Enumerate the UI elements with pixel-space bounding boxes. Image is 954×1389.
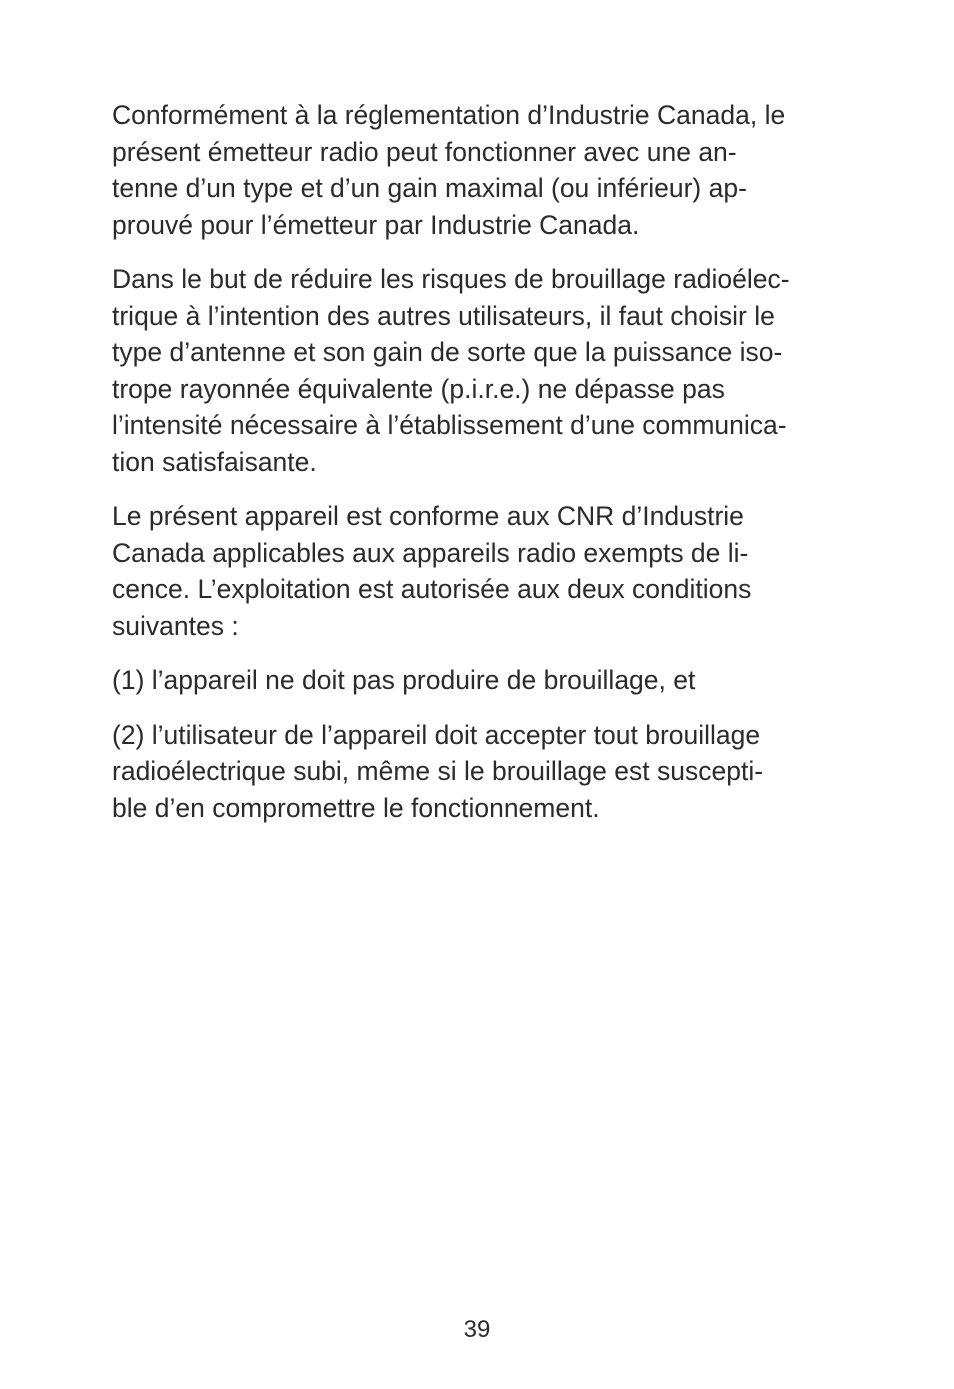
text-line: trique à l’intention des autres utilisateurs, il faut choisir le [112, 300, 775, 331]
text-line: suivantes : [112, 610, 239, 641]
text-line: Le présent appareil est conforme aux CNR d’Industrie [112, 501, 744, 531]
text-line: (2) l’utilisateur de l’appareil doit accepter tout brouillage [112, 719, 761, 750]
text-line: tion satisfaisante. [112, 446, 317, 477]
page-number: 39 [463, 1316, 491, 1343]
text-line: Dans le but de réduire les risques de brouillage radioélec- [112, 264, 790, 294]
text-line: trope rayonnée équivalente (p.i.r.e.) ne dépasse pas [112, 373, 725, 404]
text-line: prouvé pour l’émetteur par Industrie Canada. [112, 209, 640, 240]
text-line: (1) l’appareil ne doit pas produire de brouillage, et [112, 665, 696, 695]
text-line: tenne d’un type et d’un gain maximal (ou inférieur) ap- [112, 173, 747, 203]
paragraph-interference-reduction [112, 261, 862, 480]
text-line: Conformément à la réglementation d’Industrie Canada, le [112, 100, 786, 130]
text-line: présent émetteur radio peut fonctionner avec une an- [112, 136, 737, 167]
paragraph-cnr-compliance [112, 498, 862, 644]
text-line: ble d’en compromettre le fonctionnement. [112, 792, 600, 823]
paragraph-condition-1 [112, 662, 862, 699]
text-line: type d’antenne et son gain de sorte que la puissance iso- [112, 337, 783, 367]
text-line: cence. L’exploitation est autorisée aux deux conditions [112, 574, 752, 604]
text-line: Canada applicables aux appareils radio exempts de li- [112, 537, 749, 568]
paragraph-condition-2 [112, 717, 862, 827]
document-body [112, 97, 862, 844]
text-line: radioélectrique subi, même si le brouillage est suscepti- [112, 756, 764, 786]
text-line: l’intensité nécessaire à l’établissement d’une communica- [112, 410, 787, 440]
paragraph-antenna-regulation [112, 97, 862, 243]
